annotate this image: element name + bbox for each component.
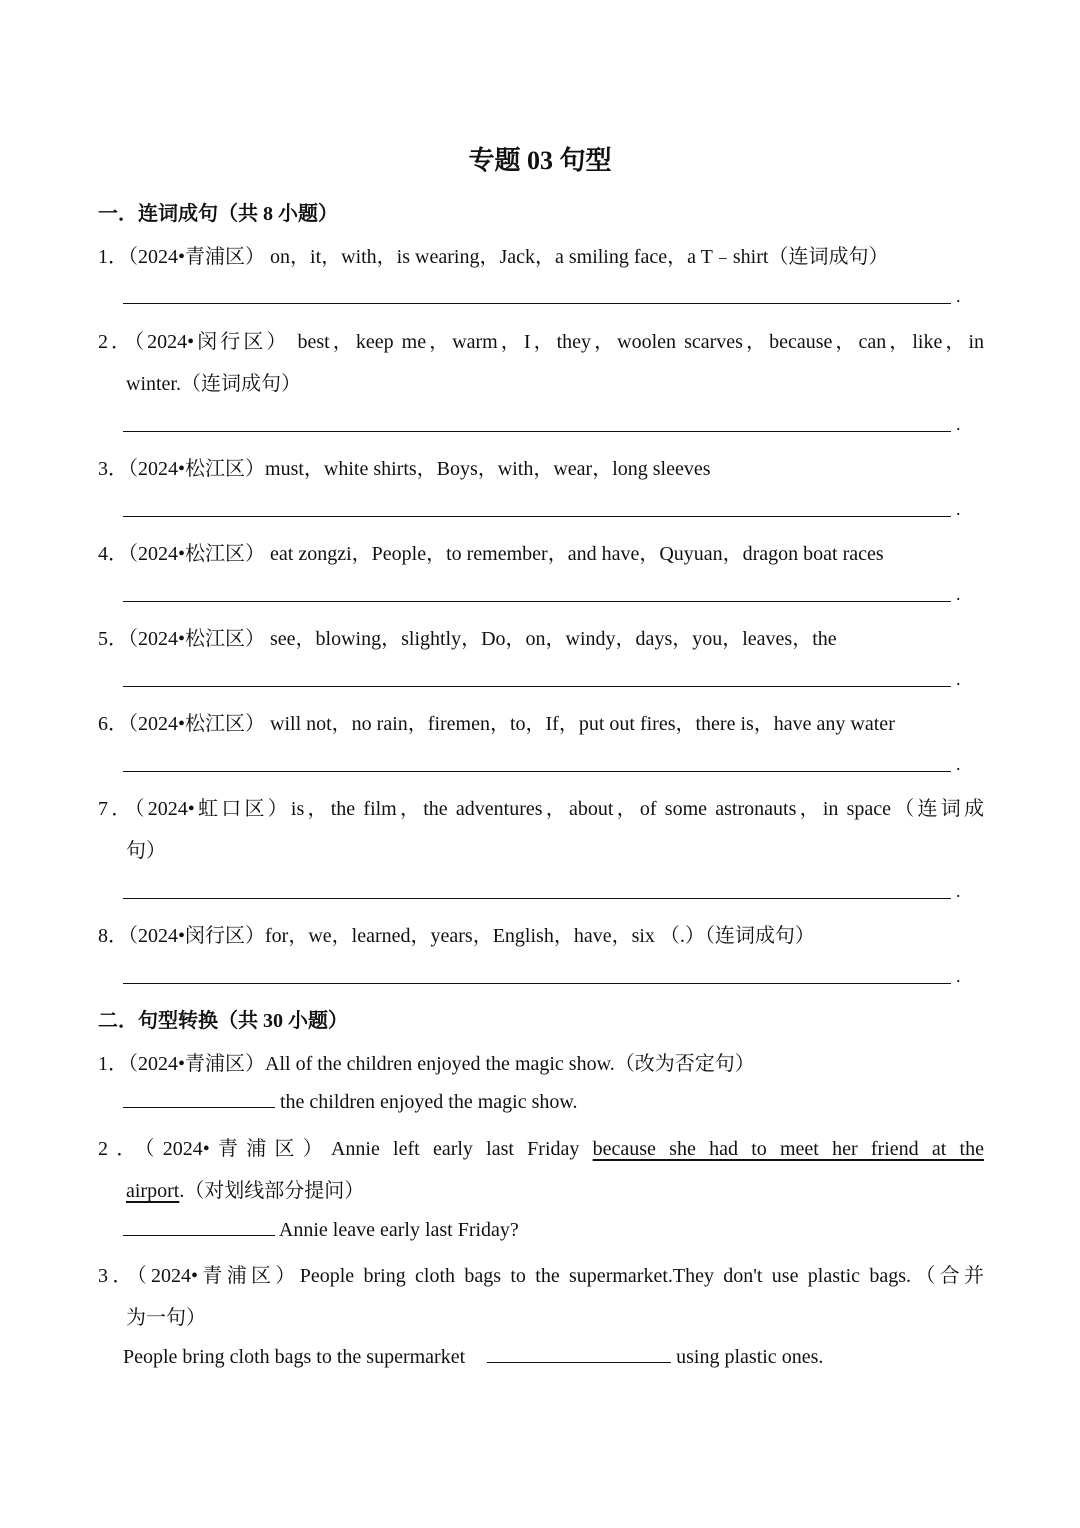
period: . [956, 754, 961, 774]
question-2: 2．（2024•闵行区） best，keep me，warm，I，they，woolen scarves，because，can，like，in [98, 331, 984, 353]
answer-line[interactable] [123, 771, 951, 772]
answer-blank[interactable] [123, 1089, 275, 1108]
answer-blank[interactable] [123, 1217, 275, 1236]
question-7: 7．（2024•虹口区）is，the film，the adventures，about，of some astronauts，in space（连词成 [98, 798, 984, 820]
question-6: 6．（2024•松江区） will not，no rain，firemen，to，If，put out fires，there is，have any water [98, 713, 895, 735]
conversion-question-2-continued: airport.（对划线部分提问） [126, 1180, 365, 1202]
answer-line[interactable] [123, 898, 951, 899]
answer-blank[interactable] [487, 1344, 671, 1363]
underlined-part: airport [126, 1180, 180, 1202]
section-heading-2: 二．句型转换（共 30 小题） [98, 1010, 348, 1032]
conversion-question-2: 2．（2024•青浦区）Annie left early last Friday because she had to meet her friend at the [98, 1138, 984, 1160]
answer-line[interactable] [123, 303, 951, 304]
answer-row: People bring cloth bags to the supermarket using plastic ones. [123, 1346, 824, 1368]
period: . [956, 584, 961, 604]
conversion-question-3-continued: 为一句） [126, 1307, 206, 1329]
question-2-continued: winter.（连词成句） [126, 373, 301, 395]
conversion-question-3: 3．（2024•青浦区）People bring cloth bags to the supermarket.They don't use plastic bags.（合并 [98, 1265, 985, 1287]
period: . [956, 286, 961, 306]
period: . [956, 966, 961, 986]
answer-line[interactable] [123, 601, 951, 602]
question-1: 1．（2024•青浦区） on，it，with，is wearing，Jack，a smiling face，a T﹣shirt（连词成句） [98, 246, 889, 268]
page-title: 专题 03 句型 [468, 146, 612, 175]
period: . [956, 881, 961, 901]
underlined-part: because she had to meet her friend at the [592, 1138, 984, 1160]
period: . [956, 414, 961, 434]
question-5: 5．（2024•松江区） see，blowing，slightly，Do，on，windy，days，you，leaves，the [98, 628, 837, 650]
question-7-continued: 句） [126, 840, 166, 862]
answer-line[interactable] [123, 516, 951, 517]
answer-row: the children enjoyed the magic show. [123, 1089, 578, 1114]
period: . [956, 669, 961, 689]
answer-line[interactable] [123, 431, 951, 432]
period: . [956, 499, 961, 519]
answer-row: Annie leave early last Friday? [123, 1217, 519, 1242]
answer-line[interactable] [123, 686, 951, 687]
conversion-question-1: 1．（2024•青浦区）All of the children enjoyed the magic show.（改为否定句） [98, 1053, 755, 1075]
question-3: 3．（2024•松江区）must，white shirts，Boys，with，wear，long sleeves [98, 458, 711, 480]
question-4: 4．（2024•松江区） eat zongzi，People，to remember，and have，Quyuan，dragon boat races [98, 543, 884, 565]
question-8: 8．（2024•闵行区）for，we，learned，years，English，have，six （.）（连词成句） [98, 925, 815, 947]
section-heading-1: 一．连词成句（共 8 小题） [98, 203, 338, 225]
answer-line[interactable] [123, 983, 951, 984]
